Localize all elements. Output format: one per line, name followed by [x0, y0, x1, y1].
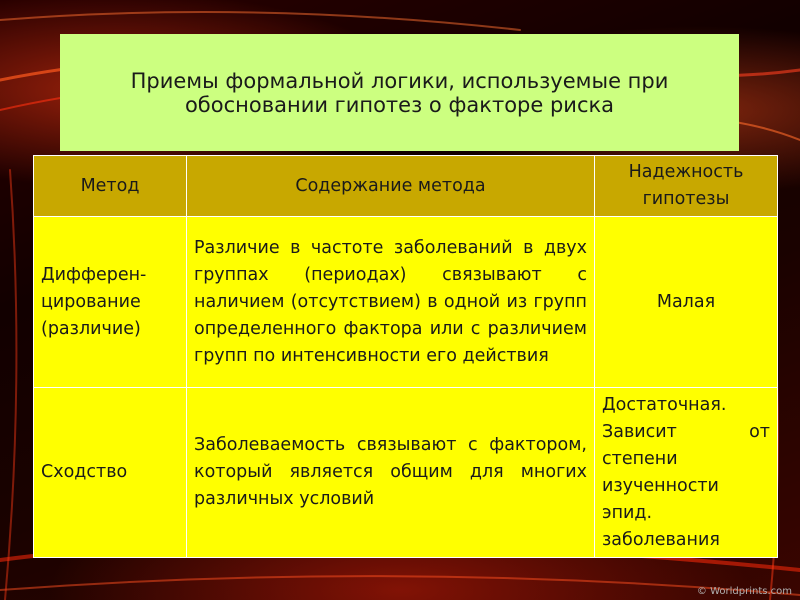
slide-title — [131, 69, 669, 117]
header-content: Содержание метода — [187, 156, 595, 217]
slide-title-line-2: обосновании гипотез о факторе риска — [184, 92, 615, 117]
slide-title-line-1: Приемы формальной логики, используемые при — [130, 68, 669, 93]
table-row — [34, 217, 778, 388]
cell-content: Различие в частоте заболеваний в двух группах (периодах) связывают с наличием (отсутствием) в одной из групп определенного фактора или с различием групп по интенсивности его действия — [187, 217, 595, 388]
table-row — [34, 388, 778, 558]
cell-method: Сходство — [34, 388, 187, 558]
cell-reliability: Малая — [595, 217, 778, 388]
table-header-row — [34, 156, 778, 217]
cell-method: Дифферен-цирование (различие) — [34, 217, 187, 388]
title-box — [60, 34, 739, 151]
header-reliability: Надежность гипотезы — [595, 156, 778, 217]
cell-reliability: Достаточная. Зависит от степени изученности эпид. заболевания — [595, 388, 778, 558]
header-method: Метод — [34, 156, 187, 217]
methods-table — [33, 155, 778, 558]
watermark: © Worldprints.com — [696, 586, 792, 597]
cell-content: Заболеваемость связывают с фактором, который является общим для многих различных условий — [187, 388, 595, 558]
